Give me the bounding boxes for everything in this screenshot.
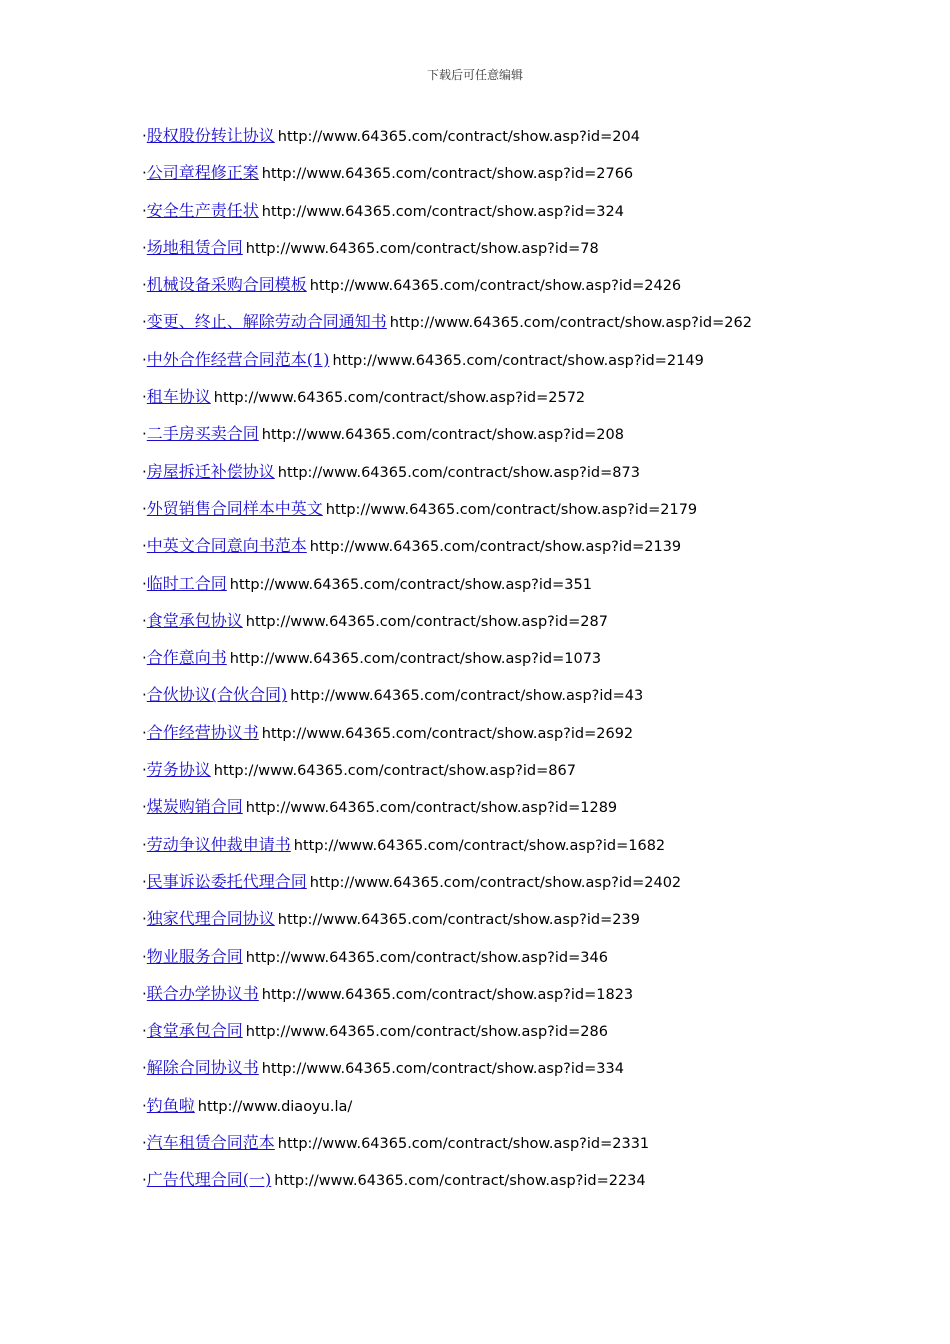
contract-url: http://www.64365.com/contract/show.asp?id=204 [277, 129, 640, 145]
contract-url: http://www.64365.com/contract/show.asp?id=1289 [245, 800, 618, 817]
contract-url: http://www.64365.com/contract/show.asp?id=867 [213, 763, 576, 780]
contract-url: http://www.64365.com/contract/show.asp?id=1682 [293, 837, 666, 854]
bullet: · [142, 1022, 147, 1041]
contract-url: http://www.64365.com/contract/show.asp?id=2139 [309, 539, 682, 556]
bullet: · [142, 462, 147, 481]
contract-title-link[interactable]: 机械设备采购合同模板 [146, 275, 307, 295]
contract-url: http://www.64365.com/contract/show.asp?id=43 [290, 688, 644, 705]
list-item [142, 423, 902, 460]
list-item [142, 983, 902, 1020]
contract-url: http://www.64365.com/contract/show.asp?id=334 [261, 1061, 624, 1078]
contract-url: http://www.64365.com/contract/show.asp?id=324 [261, 203, 624, 220]
contract-title-link[interactable]: 中英文合同意向书范本 [146, 536, 307, 556]
list-item [142, 498, 902, 535]
bullet: · [142, 127, 147, 145]
contract-title-link[interactable]: 合伙协议(合伙合同) [146, 685, 288, 705]
bullet: · [142, 201, 147, 220]
list-item [142, 610, 902, 647]
contract-title-link[interactable]: 联合办学协议书 [146, 983, 259, 1003]
bullet: · [142, 872, 147, 891]
bullet: · [142, 835, 147, 854]
contract-title-link[interactable]: 公司章程修正案 [146, 163, 259, 183]
contract-url: http://www.64365.com/contract/show.asp?id=78 [245, 240, 599, 257]
bullet: · [142, 1134, 147, 1153]
contract-url: http://www.64365.com/contract/show.asp?id=208 [261, 427, 624, 444]
list-item [142, 535, 902, 572]
contract-url: http://www.64365.com/contract/show.asp?id=287 [245, 613, 608, 630]
contract-url: http://www.64365.com/contract/show.asp?id=2692 [261, 725, 634, 742]
contract-url: http://www.64365.com/contract/show.asp?id=262 [389, 315, 752, 332]
list-item [142, 1095, 902, 1132]
contract-url: http://www.64365.com/contract/show.asp?id=2234 [274, 1173, 646, 1190]
contract-url: http://www.64365.com/contract/show.asp?id=2426 [309, 278, 682, 295]
page-header: 下载后可任意编辑 [426, 68, 523, 82]
bullet: · [142, 649, 147, 668]
contract-url: http://www.64365.com/contract/show.asp?id=1073 [229, 651, 602, 668]
contract-title-link[interactable]: 食堂承包协议 [146, 610, 243, 630]
bullet: · [142, 164, 147, 183]
contract-title-link[interactable]: 变更、终止、解除劳动合同通知书 [146, 312, 387, 332]
bullet: · [142, 686, 147, 705]
bullet: · [142, 537, 147, 556]
contract-url: http://www.64365.com/contract/show.asp?id=346 [245, 949, 608, 966]
bullet: · [142, 425, 147, 444]
list-item [142, 386, 902, 423]
bullet: · [142, 723, 147, 742]
list-item [142, 311, 902, 348]
contract-title-link[interactable]: 合作意向书 [146, 648, 227, 668]
contract-url: http://www.64365.com/contract/show.asp?id=2402 [309, 874, 682, 891]
list-item [142, 349, 902, 386]
contract-url: http://www.64365.com/contract/show.asp?id=2766 [261, 166, 634, 183]
bullet: · [142, 910, 147, 929]
bullet: · [142, 313, 147, 332]
contract-title-link[interactable]: 临时工合同 [146, 573, 227, 593]
contract-title-link[interactable]: 劳务协议 [146, 760, 211, 780]
list-item [142, 871, 902, 908]
list-item [142, 1132, 902, 1169]
list-item [142, 573, 902, 610]
list-item [142, 796, 902, 833]
list-item [142, 125, 902, 162]
bullet: · [142, 574, 147, 593]
bullet: · [142, 798, 147, 817]
contract-title-link[interactable]: 二手房买卖合同 [146, 424, 259, 444]
contract-url: http://www.64365.com/contract/show.asp?id=351 [229, 576, 592, 593]
contract-link-list [142, 125, 902, 1207]
bullet: · [142, 947, 147, 966]
contract-url: http://www.64365.com/contract/show.asp?id=286 [245, 1024, 608, 1041]
contract-title-link[interactable]: 合作经营协议书 [146, 722, 259, 742]
contract-title-link[interactable]: 中外合作经营合同范本(1) [146, 349, 330, 369]
contract-url: http://www.64365.com/contract/show.asp?id=2149 [332, 352, 704, 369]
contract-title-link[interactable]: 食堂承包合同 [146, 1021, 243, 1041]
contract-title-link[interactable]: 解除合同协议书 [146, 1058, 259, 1078]
contract-title-link[interactable]: 煤炭购销合同 [146, 797, 243, 817]
contract-title-link[interactable]: 外贸销售合同样本中英文 [146, 498, 323, 518]
bullet: · [142, 984, 147, 1003]
list-item [142, 684, 902, 721]
contract-title-link[interactable]: 安全生产责任状 [146, 200, 259, 220]
contract-title-link[interactable]: 汽车租赁合同范本 [146, 1133, 275, 1153]
contract-title-link[interactable]: 广告代理合同(一) [146, 1170, 272, 1190]
contract-title-link[interactable]: 房屋拆迁补偿协议 [146, 461, 275, 481]
list-item [142, 647, 902, 684]
bullet: · [142, 388, 147, 407]
contract-title-link[interactable]: 民事诉讼委托代理合同 [146, 871, 307, 891]
contract-title-link[interactable]: 场地租赁合同 [146, 237, 243, 257]
contract-title-link[interactable]: 股权股份转让协议 [146, 126, 275, 145]
contract-url: http://www.64365.com/contract/show.asp?id=2572 [213, 390, 586, 407]
list-item [142, 461, 902, 498]
contract-title-link[interactable]: 劳动争议仲裁申请书 [146, 834, 291, 854]
list-item [142, 274, 902, 311]
contract-url: http://www.64365.com/contract/show.asp?id=1823 [261, 986, 634, 1003]
contract-url: http://www.64365.com/contract/show.asp?id=2331 [277, 1136, 650, 1153]
contract-url: http://www.64365.com/contract/show.asp?id=239 [277, 912, 640, 929]
bullet: · [142, 761, 147, 780]
bullet: · [142, 238, 147, 257]
contract-title-link[interactable]: 独家代理合同协议 [146, 909, 275, 929]
contract-url: http://www.64365.com/contract/show.asp?id=2179 [325, 501, 698, 518]
list-item [142, 834, 902, 871]
list-item [142, 908, 902, 945]
bullet: · [142, 1171, 147, 1190]
list-item [142, 162, 902, 199]
list-item [142, 1057, 902, 1094]
bullet: · [142, 499, 147, 518]
list-item [142, 200, 902, 237]
bullet: · [142, 611, 147, 630]
list-item [142, 237, 902, 274]
bullet: · [142, 350, 147, 369]
list-item [142, 1020, 902, 1057]
list-item [142, 1169, 902, 1206]
bullet: · [142, 1059, 147, 1078]
contract-title-link[interactable]: 钓鱼啦 [146, 1095, 195, 1115]
contract-title-link[interactable]: 租车协议 [146, 387, 211, 407]
bullet: · [142, 1096, 147, 1115]
list-item [142, 946, 902, 983]
list-item [142, 722, 902, 759]
contract-title-link[interactable]: 物业服务合同 [146, 946, 243, 966]
contract-url: http://www.64365.com/contract/show.asp?id=873 [277, 464, 640, 481]
list-item [142, 759, 902, 796]
bullet: · [142, 276, 147, 295]
contract-url: http://www.diaoyu.la/ [197, 1098, 353, 1115]
